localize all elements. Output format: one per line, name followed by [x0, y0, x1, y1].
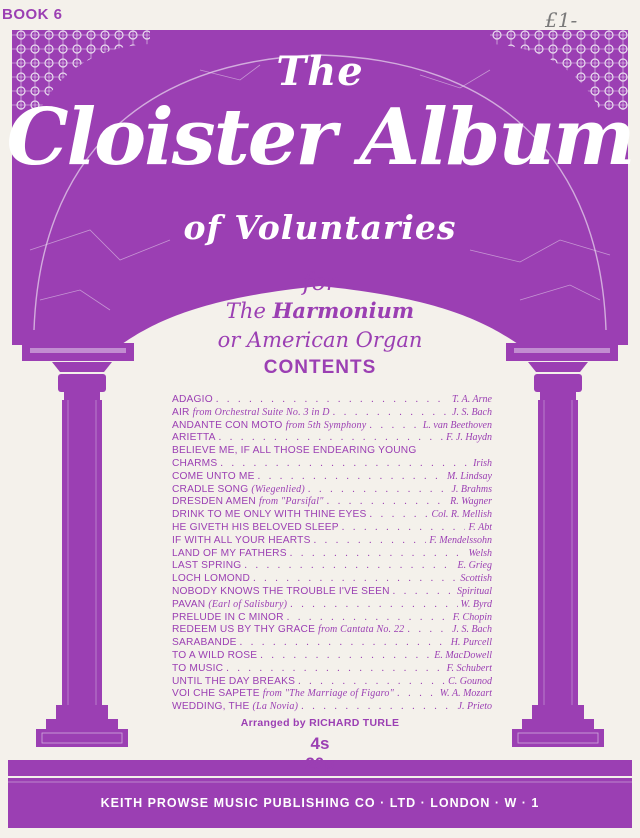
entry-composer: E. MacDowell — [434, 649, 492, 661]
entry-leader-dots — [216, 394, 449, 407]
entry-leader-dots — [393, 586, 454, 599]
entry-title-text: PRELUDE IN C MINOR — [172, 611, 284, 623]
entry-leader-dots — [397, 688, 437, 701]
title-article: The — [276, 48, 364, 95]
entry-note: from 5th Symphony — [285, 419, 367, 431]
entry-composer: Spiritual — [456, 585, 492, 597]
entry-composer: Welsh — [468, 547, 492, 559]
entry-title — [172, 701, 298, 714]
instrument-line-1 — [0, 298, 640, 323]
entry-composer: F. Abt — [468, 521, 492, 533]
contents-entry — [172, 624, 492, 637]
right-column — [512, 362, 604, 747]
entry-leader-dots — [220, 458, 470, 471]
entry-composer: T. A. Arne — [451, 394, 492, 405]
album-subtitle: of Voluntaries — [183, 208, 457, 247]
entry-title-text: COME UNTO ME — [172, 470, 255, 482]
entry-leader-dots — [407, 624, 449, 637]
contents-entry — [172, 637, 492, 650]
entry-composer: H. Purcell — [450, 637, 492, 649]
publisher-line: KEITH PROWSE MUSIC PUBLISHING CO · LTD · LONDON · W · 1 — [100, 796, 540, 810]
contents-entry — [172, 484, 492, 497]
entry-composer: F. J. Haydn — [446, 432, 492, 444]
entry-title-text: ARIETTA — [172, 432, 216, 444]
entry-title-text: BELIEVE ME, IF ALL THOSE ENDEARING YOUNG — [172, 445, 417, 457]
contents-entry — [172, 688, 492, 701]
entry-leader-dots — [308, 484, 449, 497]
contents-entry — [172, 663, 492, 676]
entry-title — [172, 599, 287, 612]
entry-title-text: LAND OF MY FATHERS — [172, 547, 287, 559]
entry-title-text: IF WITH ALL YOUR HEARTS — [172, 534, 311, 546]
price-pence: 20p — [305, 754, 335, 773]
entry-title — [172, 650, 257, 663]
entry-title-text: CRADLE SONG — [172, 483, 249, 495]
entry-note: from Orchestral Suite No. 3 in D — [192, 406, 330, 418]
entry-leader-dots — [327, 496, 448, 509]
entry-leader-dots — [240, 637, 448, 650]
entry-title — [172, 612, 284, 625]
entry-composer: J. S. Bach — [452, 624, 492, 636]
entry-composer: R. Wagner — [450, 496, 492, 508]
entry-title-text: NOBODY KNOWS THE TROUBLE I'VE SEEN — [172, 585, 390, 597]
entry-leader-dots — [258, 471, 444, 484]
contents-entry — [172, 612, 492, 625]
entry-composer: C. Gounod — [448, 675, 492, 687]
entry-title-text: UNTIL THE DAY BREAKS — [172, 675, 296, 687]
entry-leader-dots — [253, 573, 457, 586]
entry-title-text: ANDANTE CON MOTO — [172, 419, 283, 431]
for-label: for — [302, 268, 338, 296]
handwritten-price: £1- — [545, 8, 578, 32]
entry-title — [172, 560, 241, 573]
book-number-label: BOOK 6 — [2, 6, 63, 23]
contents-entry — [172, 407, 492, 420]
entry-composer: Scottish — [460, 573, 492, 585]
contents-entry — [172, 560, 492, 573]
entry-composer: J. Brahms — [451, 483, 492, 495]
contents-entry — [172, 650, 492, 663]
contents-entry — [172, 548, 492, 561]
entry-title — [172, 394, 213, 407]
entry-title — [172, 548, 287, 561]
contents-entry — [172, 599, 492, 612]
entry-title-text: WEDDING, THE — [172, 701, 250, 713]
contents-entry — [172, 471, 492, 484]
entry-title — [172, 676, 295, 689]
entry-title-text: AIR — [172, 406, 190, 418]
entry-leader-dots — [244, 560, 454, 573]
entry-composer: E. Grieg — [457, 560, 492, 572]
contents-entry — [172, 586, 492, 599]
entry-leader-dots — [370, 509, 429, 522]
entry-title — [172, 535, 311, 548]
entry-title — [172, 509, 367, 522]
entry-title-text: TO A WILD ROSE — [172, 649, 258, 661]
entry-title-text: DRESDEN AMEN — [172, 496, 256, 508]
contents-entry — [172, 432, 492, 445]
entry-title-text: DRINK TO ME ONLY WITH THINE EYES — [172, 509, 367, 521]
entry-title-text: REDEEM US BY THY GRACE — [172, 624, 316, 636]
entry-composer: J. Prieto — [457, 701, 492, 713]
entry-title — [172, 688, 394, 701]
instrument-article: The — [225, 299, 266, 323]
entry-leader-dots — [301, 701, 454, 714]
entry-leader-dots — [298, 676, 445, 689]
entry-title-text: ADAGIO — [172, 394, 213, 405]
instrument-line-2: or American Organ — [217, 328, 423, 352]
entry-title-text: PAVAN — [172, 598, 206, 610]
contents-entry — [172, 420, 492, 433]
entry-leader-dots — [290, 548, 466, 561]
contents-entry — [172, 522, 492, 535]
entry-title — [172, 445, 416, 458]
entry-composer: F. Mendelssohn — [429, 534, 492, 546]
contents-entry — [172, 509, 492, 522]
entry-title — [172, 586, 390, 599]
entry-title — [172, 663, 223, 676]
entry-note: (Earl of Salisbury) — [208, 598, 288, 610]
entry-composer: W. A. Mozart — [439, 688, 492, 700]
entry-title-text: HE GIVETH HIS BELOVED SLEEP — [172, 521, 339, 533]
entry-leader-dots — [290, 599, 457, 612]
entry-composer: F. Chopin — [452, 611, 492, 623]
entry-leader-dots — [342, 522, 466, 535]
entry-note: (La Novia) — [252, 701, 299, 713]
album-title: Cloister Album — [6, 92, 634, 183]
entry-title — [172, 458, 217, 471]
contents-entry — [172, 445, 492, 458]
entry-leader-dots — [333, 407, 449, 420]
entry-title — [172, 420, 366, 433]
entry-composer: M. Lindsay — [447, 470, 492, 482]
entry-note: (Wiegenlied) — [251, 483, 305, 495]
entry-title-text: LOCH LOMOND — [172, 573, 251, 585]
entry-leader-dots — [314, 535, 427, 548]
entry-title — [172, 484, 305, 497]
entry-leader-dots — [219, 432, 443, 445]
instrument-harmonium: Harmonium — [272, 298, 415, 323]
entry-title-text: CHARMS — [172, 457, 218, 469]
entry-leader-dots — [260, 650, 431, 663]
entry-composer: W. Byrd — [460, 598, 492, 610]
contents-heading: CONTENTS — [263, 357, 377, 378]
entry-composer: L. van Beethoven — [422, 419, 492, 431]
entry-note: from "Parsifal" — [258, 496, 324, 508]
entry-title-text: VOI CHE SAPETE — [172, 688, 260, 700]
entry-composer: Col. R. Mellish — [431, 509, 492, 521]
entry-title — [172, 637, 237, 650]
entry-title-text: TO MUSIC — [172, 662, 224, 674]
entry-title — [172, 624, 404, 637]
entry-leader-dots — [369, 420, 419, 433]
contents-entry — [172, 573, 492, 586]
entry-composer: F. Schubert — [446, 662, 492, 674]
left-column — [36, 362, 128, 747]
arranger-credit: Arranged by RICHARD TURLE — [240, 717, 400, 729]
contents-entry — [172, 535, 492, 548]
entry-leader-dots — [287, 612, 450, 625]
entry-title-text: SARABANDE — [172, 637, 237, 649]
contents-entry — [172, 676, 492, 689]
contents-entry — [172, 458, 492, 471]
entry-composer: Irish — [473, 457, 492, 469]
price-shillings: 4s — [310, 734, 330, 753]
contents-entry — [172, 701, 492, 714]
entry-title — [172, 496, 324, 509]
entry-note: from "The Marriage of Figaro" — [262, 688, 394, 700]
contents-entry — [172, 394, 492, 407]
entry-title-text: LAST SPRING — [172, 560, 242, 572]
entry-title — [172, 471, 255, 484]
entry-note: from Cantata No. 22 — [318, 624, 405, 636]
entry-title — [172, 573, 250, 586]
entry-title — [172, 522, 339, 535]
entry-title — [172, 432, 216, 445]
contents-list — [172, 394, 492, 714]
entry-composer: J. S. Bach — [452, 406, 492, 418]
entry-title — [172, 407, 330, 420]
contents-entry — [172, 496, 492, 509]
entry-leader-dots — [226, 663, 443, 676]
